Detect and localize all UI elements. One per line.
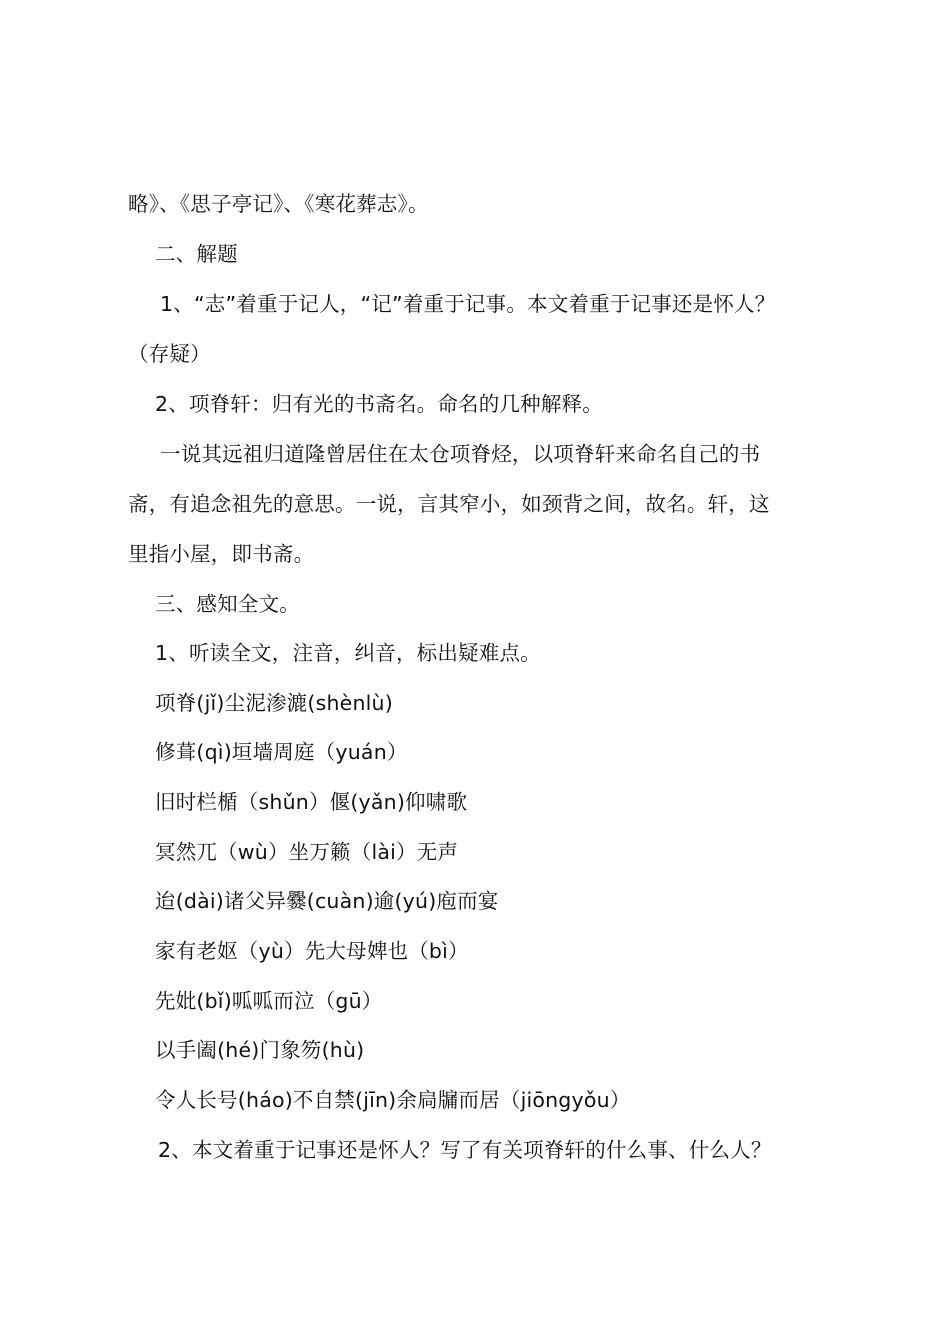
- pinyin-line: 令人长号(háo)不自禁(jīn)余扃牖而居（jiōngyǒu）: [155, 1088, 631, 1112]
- section-heading: 三、感知全文。: [155, 592, 300, 616]
- pinyin-line: 先妣(bǐ)呱呱而泣（gū）: [155, 989, 383, 1013]
- text-line: 斋，有追念祖先的意思。一说，言其窄小，如颈背之间，故名。轩，这: [128, 492, 770, 516]
- text-line: 2、本文着重于记事还是怀人？写了有关项脊轩的什么事、什么人？: [158, 1138, 772, 1162]
- text-line: 略》、《思子亭记》、《寒花葬志》。: [128, 192, 429, 216]
- pinyin-line: 以手阖(hé)门象笏(hù): [155, 1038, 365, 1062]
- pinyin-line: 项脊(jǐ)尘泥渗漉(shènlù): [155, 691, 393, 715]
- text-line: 2、项脊轩：归有光的书斋名。命名的几种解释。: [155, 392, 603, 416]
- text-line: 1、“志”着重于记人，“记”着重于记事。本文着重于记事还是怀人？: [160, 292, 776, 316]
- text-line: 一说其远祖归道隆曾居住在太仓项脊烃，以项脊轩来命名自己的书: [160, 442, 761, 466]
- pinyin-line: 冥然兀（wù）坐万籁（lài）无声: [155, 840, 459, 864]
- text-line: 里指小屋，即书斋。: [128, 542, 315, 566]
- pinyin-line: 修葺(qì)垣墙周庭（yuán）: [155, 740, 408, 764]
- section-heading: 二、解题: [155, 242, 238, 266]
- pinyin-line: 旧时栏楯（shǔn）偃(yǎn)仰啸歌: [155, 790, 468, 814]
- pinyin-line: 家有老妪（yù）先大母婢也（bì）: [155, 939, 469, 963]
- text-line: 1、听读全文，注音，纠音，标出疑难点。: [155, 641, 541, 665]
- text-line: （存疑）: [128, 342, 211, 366]
- pinyin-line: 迨(dài)诸父异爨(cuàn)逾(yú)庖而宴: [155, 889, 499, 913]
